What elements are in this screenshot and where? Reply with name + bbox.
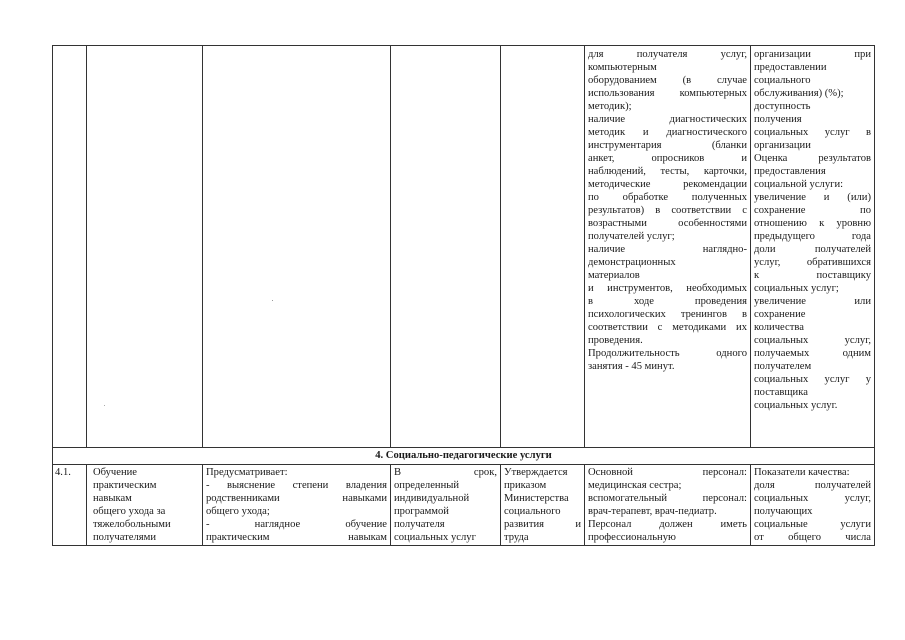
- approval-line: социального: [504, 506, 561, 517]
- section-title: 4. Социально-педагогические услуги: [53, 448, 875, 465]
- quality-line: увеличение или: [754, 296, 871, 307]
- desc-line: родственниками навыками: [206, 493, 387, 504]
- cell-conditions: [585, 465, 751, 546]
- cell-num: [53, 465, 87, 546]
- cond-line: результатов) в соответствии с: [588, 205, 747, 216]
- cell-conditions: [585, 46, 751, 448]
- cond-line: оборудованием (в случае: [588, 75, 747, 86]
- quality-line: сохранение по: [754, 205, 871, 216]
- cond-line: в ходе проведения: [588, 296, 747, 307]
- quality-line: социальных услуг в: [754, 127, 871, 138]
- quality-line: получаемых одним: [754, 348, 871, 359]
- quality-line: услуг, обратившихся: [754, 257, 871, 268]
- quality-line: предыдущего года: [754, 231, 871, 242]
- cond-line: наблюдений, тесты, карточки,: [588, 166, 747, 177]
- desc-line: - наглядное обучение: [206, 519, 387, 530]
- name-line: Обучение: [93, 467, 138, 478]
- quality-line: социальных услуг.: [754, 400, 838, 411]
- cell-quality: [751, 46, 875, 448]
- cond-line: анкет, опросников и: [588, 153, 747, 164]
- quality-line: организации при: [754, 49, 871, 60]
- quality-line: увеличение и (или): [754, 192, 871, 203]
- cond-line: врач-терапевт, врач-педиатр.: [588, 506, 717, 517]
- cond-line: методик);: [588, 101, 632, 112]
- quality-line: социальных услуг;: [754, 283, 839, 294]
- name-line: практическим: [93, 480, 157, 491]
- cond-line: для получателя услуг,: [588, 49, 747, 60]
- quality-line: количества: [754, 322, 804, 333]
- services-table: [52, 45, 875, 546]
- quality-line: сохранение: [754, 309, 806, 320]
- term-line: В срок,: [394, 467, 497, 478]
- approval-line: приказом: [504, 480, 547, 491]
- row-number: 4.1.: [55, 467, 71, 478]
- term-line: программой: [394, 506, 449, 517]
- cond-line: профессиональную: [588, 532, 676, 543]
- desc-line: общего ухода;: [206, 506, 270, 517]
- cond-line: возрастными особенностями: [588, 218, 747, 229]
- cond-line: демонстрационных: [588, 257, 676, 268]
- cond-line: по обработке полученных: [588, 192, 747, 203]
- cond-line: и инструментов, необходимых: [588, 283, 747, 294]
- quality-line: предоставлении: [754, 62, 827, 73]
- cond-line: медицинская сестра;: [588, 480, 682, 491]
- cell-term: [391, 465, 501, 546]
- cond-line: компьютерным: [588, 62, 657, 73]
- cond-line: методические рекомендации: [588, 179, 747, 190]
- cell-description: [203, 465, 391, 546]
- scan-speck: [104, 405, 105, 406]
- quality-line: к поставщику: [754, 270, 871, 281]
- quality-line: обслуживания) (%);: [754, 88, 844, 99]
- cond-line: соответствии с методиками их: [588, 322, 747, 333]
- term-line: социальных услуг: [394, 532, 476, 543]
- quality-line: поставщика: [754, 387, 808, 398]
- quality-line: доступность: [754, 101, 811, 112]
- cell-name: [87, 465, 203, 546]
- quality-line: Показатели качества:: [754, 467, 850, 478]
- name-line: тяжелобольными: [93, 519, 171, 530]
- cond-line: получателей услуг;: [588, 231, 675, 242]
- cond-line: Продолжительность одного: [588, 348, 747, 359]
- cond-line: материалов: [588, 270, 640, 281]
- cond-line: использования компьютерных: [588, 88, 747, 99]
- quality-line: организации: [754, 140, 811, 151]
- name-line: общего ухода за: [93, 506, 166, 517]
- quality-line: получающих: [754, 506, 813, 517]
- term-line: определенный: [394, 480, 460, 491]
- cond-line: Основной персонал:: [588, 467, 747, 478]
- cond-line: психологических тренингов в: [588, 309, 747, 320]
- desc-line: Предусматривает:: [206, 467, 288, 478]
- quality-line: от общего числа: [754, 532, 871, 543]
- approval-line: развития и: [504, 519, 581, 530]
- table-row-continuation: [53, 46, 875, 448]
- table-row-4-1: [53, 465, 875, 546]
- approval-line: Утверждается: [504, 467, 568, 478]
- cond-line: методик и диагностического: [588, 127, 747, 138]
- quality-line: отношению к уровню: [754, 218, 871, 229]
- cell-description-empty: [203, 46, 391, 448]
- quality-line: Оценка результатов: [754, 153, 871, 164]
- cond-line: инструментария (бланки: [588, 140, 747, 151]
- quality-line: социальных услуг,: [754, 493, 871, 504]
- quality-line: социальные услуги: [754, 519, 871, 530]
- cell-approval: [501, 465, 585, 546]
- term-line: индивидуальной: [394, 493, 470, 504]
- cell-name-empty: [87, 46, 203, 448]
- desc-line: - выяснение степени владения: [206, 480, 387, 491]
- approval-line: Министерства: [504, 493, 569, 504]
- quality-line: социальных услуг у: [754, 374, 871, 385]
- quality-line: социального: [754, 75, 811, 86]
- quality-line: получателем: [754, 361, 812, 372]
- cell-approval-empty: [501, 46, 585, 448]
- quality-line: предоставления: [754, 166, 826, 177]
- term-line: получателя: [394, 519, 445, 530]
- approval-line: труда: [504, 532, 529, 543]
- cond-line: наличие наглядно-: [588, 244, 747, 255]
- quality-line: социальной услуги:: [754, 179, 844, 190]
- name-line: получателями: [93, 532, 157, 543]
- cond-line: проведения.: [588, 335, 643, 346]
- cond-line: наличие диагностических: [588, 114, 747, 125]
- cell-quality: [751, 465, 875, 546]
- desc-line: практическим навыкам: [206, 532, 387, 543]
- name-line: навыкам: [93, 493, 132, 504]
- quality-line: доля получателей: [754, 480, 871, 491]
- section-header-row: [53, 448, 875, 465]
- cell-term-empty: [391, 46, 501, 448]
- cond-line: занятия - 45 минут.: [588, 361, 675, 372]
- quality-line: социальных услуг,: [754, 335, 871, 346]
- cond-line: вспомогательный персонал:: [588, 493, 747, 504]
- quality-line: получения: [754, 114, 802, 125]
- quality-line: доли получателей: [754, 244, 871, 255]
- cond-line: Персонал должен иметь: [588, 519, 747, 530]
- cell-num-empty: [53, 46, 87, 448]
- scan-speck: [272, 300, 273, 301]
